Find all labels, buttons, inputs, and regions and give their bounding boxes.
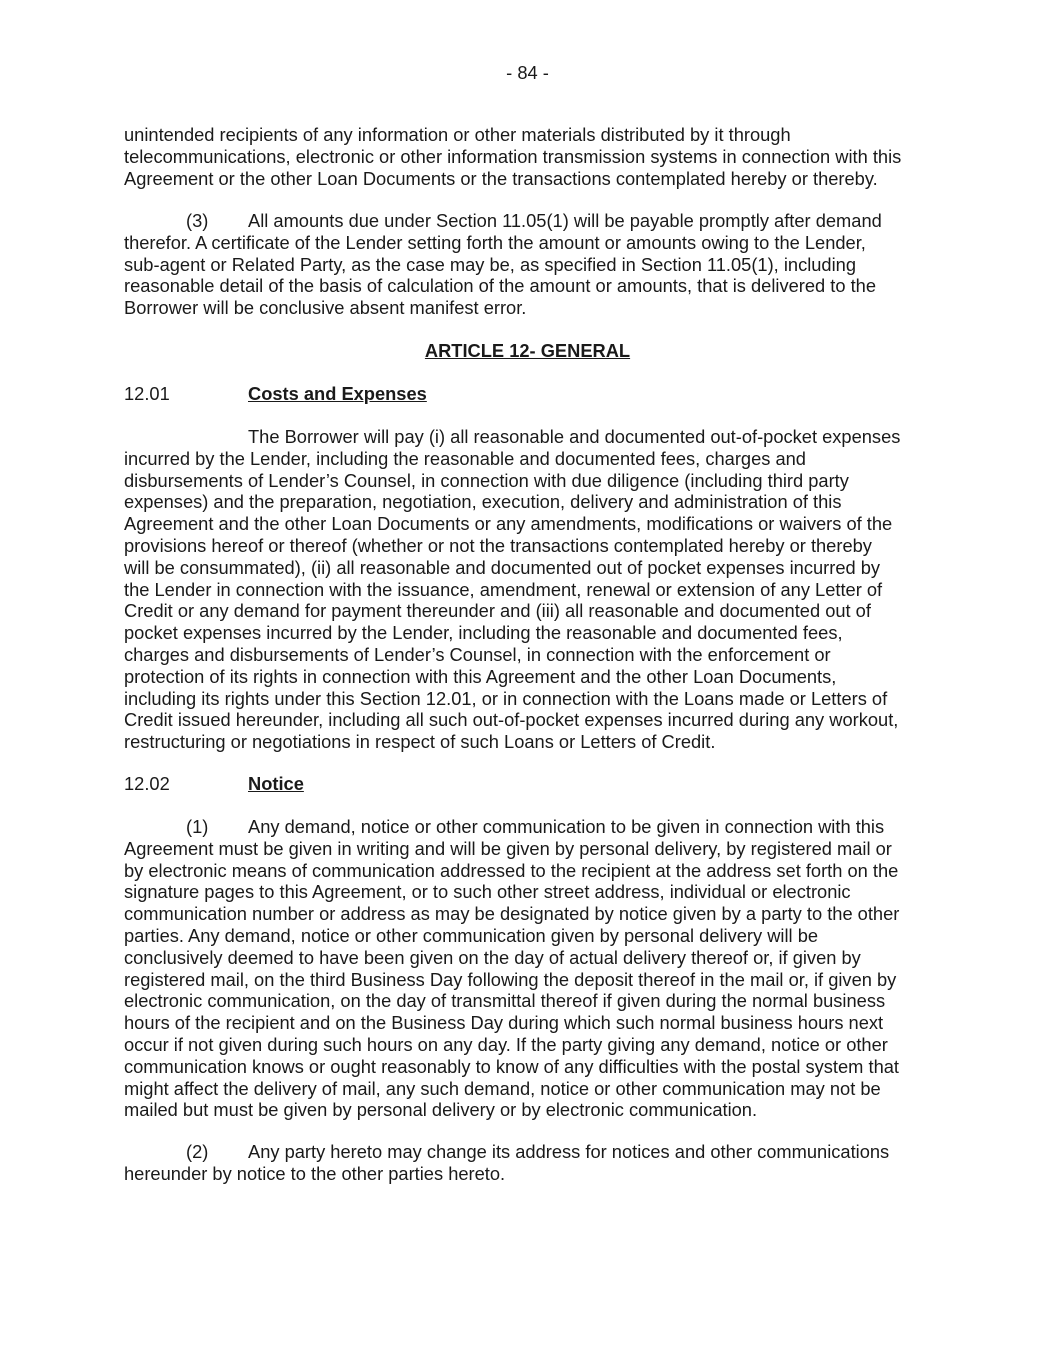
section-12-01-body bbox=[124, 426, 939, 753]
text-line: disbursements of Lender’s Counsel, in connection with due diligence (including third party bbox=[124, 469, 849, 491]
section-number: 12.02 bbox=[124, 773, 170, 794]
text-line bbox=[124, 210, 939, 232]
text-line: Credit issued hereunder, including all such out-of-pocket expenses incurred during any workout, bbox=[124, 709, 899, 731]
text-line: Agreement and the other Loan Documents or any amendments, modifications or waivers of the bbox=[124, 513, 893, 535]
text-line: Agreement must be given in writing and will be given by personal delivery, by registered mail or bbox=[124, 837, 892, 859]
text-line: might affect the delivery of mail, any such demand, notice or other communication may not be bbox=[124, 1077, 881, 1099]
text-line: expenses) and the preparation, negotiation, execution, delivery and administration of this bbox=[124, 491, 842, 513]
paragraph-number: (1) bbox=[186, 816, 209, 837]
text-line: incurred by the Lender, including the reasonable and documented fees, charges and bbox=[124, 447, 806, 469]
text-line: communication number or address as may be designated by notice given by a party to the other bbox=[124, 903, 900, 925]
text-line: protection of its rights in connection with this Agreement and the other Loan Documents, bbox=[124, 665, 837, 687]
text-line: sub-agent or Related Party, as the case may be, as specified in Section 11.05(1), including bbox=[124, 253, 856, 275]
text-line: Credit or any demand for payment thereunder and (iii) all reasonable and documented out of bbox=[124, 600, 871, 622]
article-heading: ARTICLE 12- GENERAL bbox=[424, 340, 631, 361]
section-12-02-paragraph-1 bbox=[124, 816, 939, 1121]
section-heading-12-01 bbox=[124, 383, 939, 405]
text-line: reasonable detail of the basis of calculation of the amount or amounts, that is delivered to the bbox=[124, 275, 877, 297]
text-line: therefor. A certificate of the Lender setting forth the amount or amounts owing to the Lender, bbox=[124, 231, 866, 253]
section-heading-12-02 bbox=[124, 773, 939, 795]
text-line: provisions hereof or thereof (whether or not the transactions contemplated hereby or thereby bbox=[124, 534, 872, 556]
text-line: will be consummated), (ii) all reasonable and documented out of pocket expenses incurred by bbox=[124, 556, 881, 578]
text-line: charges and disbursements of Lender’s Counsel, in connection with the enforcement or bbox=[124, 643, 831, 665]
section-12-02-paragraph-2 bbox=[124, 1141, 939, 1185]
paragraph-number: (2) bbox=[186, 1141, 209, 1162]
text-line: electronic communication, on the day of transmittal thereof if given during the normal business bbox=[124, 990, 886, 1012]
section-title: Costs and Expenses bbox=[248, 383, 427, 404]
text-line: signature pages to this Agreement, or to such other street address, individual or electronic bbox=[124, 881, 851, 903]
text-line: pocket expenses incurred by the Lender, including the reasonable and documented fees, bbox=[124, 622, 843, 644]
text-line: mailed but must be given by personal delivery or by electronic communication. bbox=[124, 1099, 758, 1121]
text-line: communication knows or ought reasonably to know of any difficulties with the postal system that bbox=[124, 1055, 899, 1077]
paragraph-number: (3) bbox=[186, 210, 209, 231]
section-number: 12.01 bbox=[124, 383, 170, 404]
text-line: conclusively deemed to have been given on the day of actual delivery thereof or, if given by bbox=[124, 946, 861, 968]
text-line: registered mail, on the third Business Day following the deposit thereof in the mail or, if given by bbox=[124, 968, 897, 990]
text-line bbox=[124, 1141, 939, 1163]
text-line: including its rights under this Section 12.01, or in connection with the Loans made or Letters of bbox=[124, 687, 888, 709]
text-line: unintended recipients of any information or other materials distributed by it through bbox=[124, 124, 791, 145]
paragraph-intro bbox=[124, 124, 939, 189]
text-span: Any party hereto may change its address for notices and other communications bbox=[248, 1141, 890, 1162]
text-line bbox=[124, 816, 939, 838]
text-line: Borrower will be conclusive absent manifest error. bbox=[124, 297, 527, 319]
text-line: hours of the recipient and on the Business Day during which such normal business hours next bbox=[124, 1012, 884, 1034]
text-line: Agreement or the other Loan Documents or the transactions contemplated hereby or thereby. bbox=[124, 167, 878, 189]
text-span: All amounts due under Section 11.05(1) will be payable promptly after demand bbox=[248, 210, 882, 231]
text-line: telecommunications, electronic or other information transmission systems in connection with this bbox=[124, 145, 902, 167]
text-line: restructuring or negotiations in respect of such Loans or Letters of Credit. bbox=[124, 731, 716, 753]
text-line: the Lender in connection with the issuance, amendment, renewal or extension of any Letter of bbox=[124, 578, 883, 600]
text-span: The Borrower will pay (i) all reasonable and documented out-of-pocket expenses bbox=[248, 426, 901, 447]
text-line: parties. Any demand, notice or other communication given by personal delivery will be bbox=[124, 924, 819, 946]
page-number: - 84 - bbox=[506, 62, 549, 83]
text-line bbox=[124, 426, 939, 448]
text-span: Any demand, notice or other communication to be given in connection with this bbox=[248, 816, 885, 837]
paragraph-3 bbox=[124, 210, 939, 319]
text-line: hereunder by notice to the other parties hereto. bbox=[124, 1162, 506, 1184]
text-line: by electronic means of communication addressed to the recipient at the address set forth on the bbox=[124, 859, 899, 881]
text-line: occur if not given during such hours on any day. If the party giving any demand, notice or other bbox=[124, 1033, 888, 1055]
section-title: Notice bbox=[248, 773, 304, 794]
